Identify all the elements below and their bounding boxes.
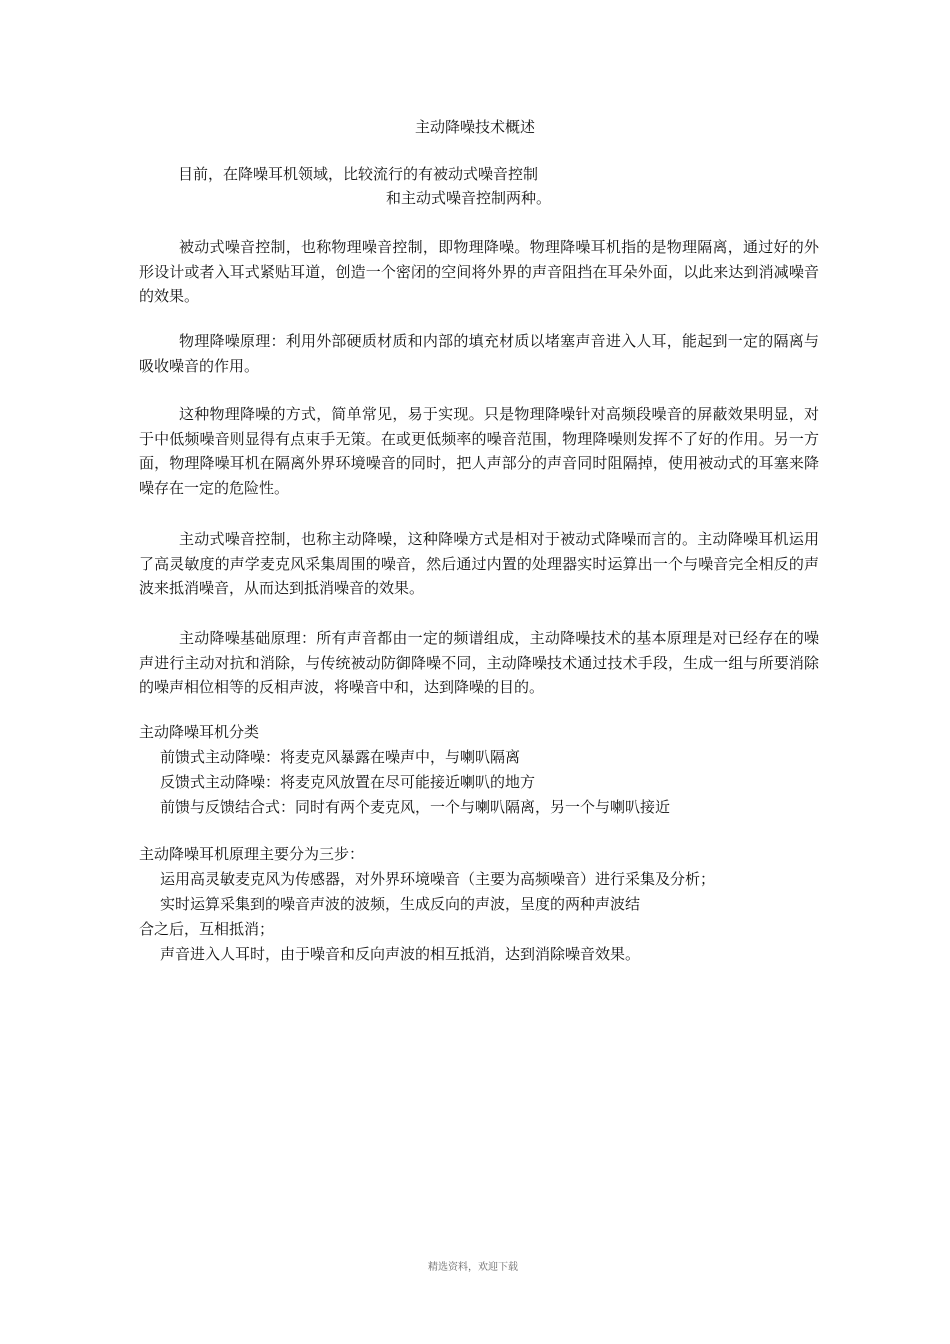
footer-note: 精选资料，欢迎下载 <box>428 1262 518 1273</box>
classification-item-feedback: 反馈式主动降噪：将麦克风放置在尽可能接近喇叭的地方 <box>160 773 536 791</box>
classification-heading: 主动降噪耳机分类 <box>139 723 260 741</box>
paragraph-active-control: 主动式噪音控制，也称主动降噪，这种降噪方式是相对于被动式降噪而言的。主动降噪耳机运用了高灵敏度的声学麦克风采集周围的噪音，然后通过内置的处理器实时运算出一个与噪音完全相反的声波来抵消噪音，从而达到抵消噪音的效果。 <box>139 530 819 597</box>
intro-line-1: 目前，在降噪耳机领域，比较流行的有被动式噪音控制 <box>178 165 539 183</box>
step-3: 声音进入人耳时，由于噪音和反向声波的相互抵消，达到消除噪音效果。 <box>160 945 641 963</box>
paragraph-physical-principle: 物理降噪原理：利用外部硬质材质和内部的填充材质以堵塞声音进入人耳，能起到一定的隔离与吸收噪音的作用。 <box>139 332 819 375</box>
step-2-line-2: 合之后，互相抵消； <box>139 920 275 938</box>
step-2-line-1: 实时运算采集到的噪音声波的波频，生成反向的声波，呈度的两种声波结 <box>160 895 641 913</box>
classification-item-feedforward: 前馈式主动降噪：将麦克风暴露在噪声中，与喇叭隔离 <box>160 748 521 766</box>
step-1: 运用高灵敏麦克风为传感器，对外界环境噪音（主要为高频噪音）进行采集及分析； <box>160 870 716 888</box>
paragraph-active-principle: 主动降噪基础原理：所有声音都由一定的频谱组成，主动降噪技术的基本原理是对已经存在的噪声进行主动对抗和消除，与传统被动防御降噪不同，主动降噪技术通过技术手段，生成一组与所要消除的噪声相位相等的反相声波，将噪音中和，达到降噪的目的。 <box>139 629 819 696</box>
intro-line-2: 和主动式噪音控制两种。 <box>386 189 552 207</box>
paragraph-passive-control: 被动式噪音控制，也称物理噪音控制，即物理降噪。物理降噪耳机指的是物理隔离，通过好的外形设计或者入耳式紧贴耳道，创造一个密闭的空间将外界的声音阻挡在耳朵外面，以此来达到消减噪音的效果。 <box>139 238 819 305</box>
classification-item-hybrid: 前馈与反馈结合式：同时有两个麦克风，一个与喇叭隔离，另一个与喇叭接近 <box>160 798 671 816</box>
document-title: 主动降噪技术概述 <box>414 118 535 136</box>
paragraph-physical-method: 这种物理降噪的方式，简单常见，易于实现。只是物理降噪针对高频段噪音的屏蔽效果明显，对于中低频噪音则显得有点束手无策。在或更低频率的噪音范围，物理降噪则发挥不了好的作用。另一方面，物理降噪耳机在隔离外界环境噪音的同时，把人声部分的声音同时阻隔掉，使用被动式的耳塞来降噪存在一定的危险性。 <box>139 405 819 497</box>
steps-heading: 主动降噪耳机原理主要分为三步： <box>139 845 365 863</box>
